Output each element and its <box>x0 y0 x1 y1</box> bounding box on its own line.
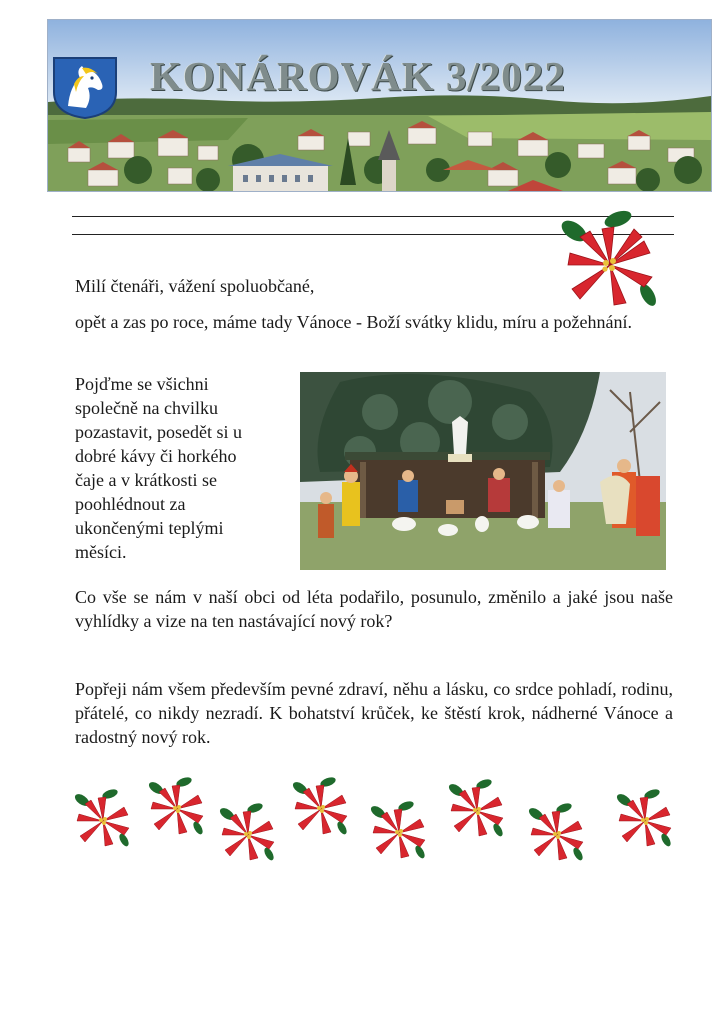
nativity-scene-photo <box>300 372 666 570</box>
pause-line: Pojďme se všichni <box>75 374 209 394</box>
pause-line: pozastavit, posedět si u <box>75 422 242 442</box>
intro-paragraph: opět a zas po roce, máme tady Vánoce - Boží svátky klidu, míru a požehnání. <box>75 312 632 332</box>
pause-line: dobré kávy či horkého <box>75 446 237 466</box>
village-panorama-photo <box>48 20 711 191</box>
pause-line: měsíci. <box>75 542 127 562</box>
pause-line: poohlédnout za <box>75 494 186 514</box>
poinsettia-icon <box>368 800 430 862</box>
greeting-text: Milí čtenáři, vážení spoluobčané, <box>75 276 315 296</box>
poinsettia-icon <box>556 207 664 311</box>
newsletter-title: KONÁROVÁK 3/2022 <box>150 53 566 99</box>
pause-line: ukončenými teplými <box>75 518 224 538</box>
poinsettia-icon <box>217 802 279 864</box>
poinsettia-icon <box>614 788 676 850</box>
poinsettia-icon <box>446 778 508 840</box>
wishes-paragraph: Popřeji nám všem především pevné zdraví, něhu a lásku, co srdce pohladí, rodinu, přátelé, co nikdy nezradí. K bohatství krůček, ke štěstí krok, nádherné Vánoce a radostný nový rok. <box>75 679 673 747</box>
horse-head-crest-icon <box>52 56 118 120</box>
pause-line: společně na chvilku <box>75 398 218 418</box>
poinsettia-icon <box>146 776 208 838</box>
poinsettia-icon <box>72 788 134 850</box>
poinsettia-decoration-row <box>0 770 724 870</box>
question-paragraph: Co vše se nám v naší obci od léta podařilo, posunulo, změnilo a jaké jsou naše vyhlídky a vize na ten nastávající nový rok? <box>75 587 673 631</box>
header-banner <box>47 19 712 192</box>
poinsettia-icon <box>526 802 588 864</box>
pause-paragraph <box>75 372 290 564</box>
poinsettia-icon <box>290 776 352 838</box>
pause-line: čaje a v krátkosti se <box>75 470 217 490</box>
